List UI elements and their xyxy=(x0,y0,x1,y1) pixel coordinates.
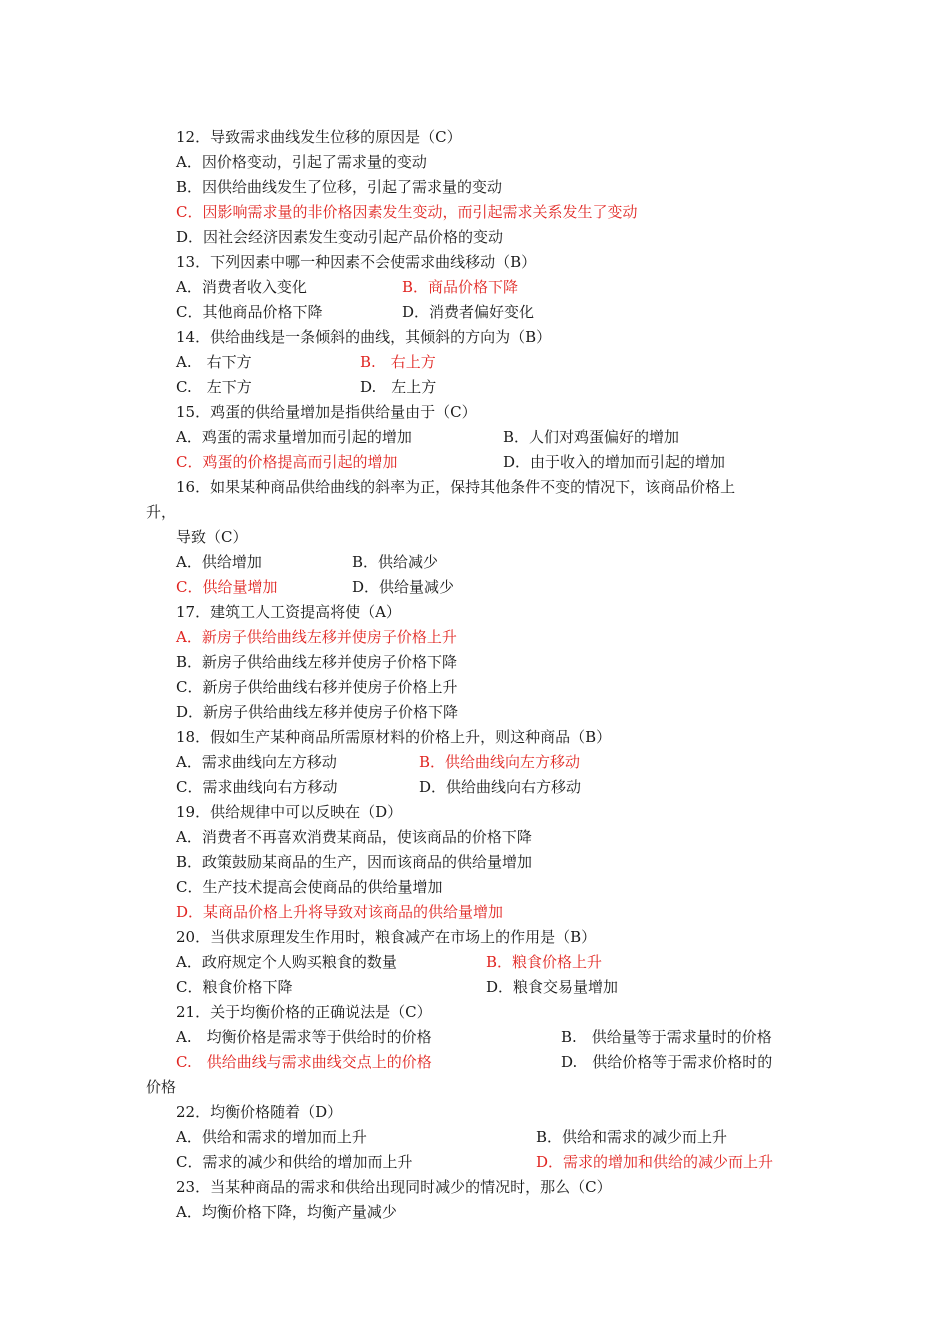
option-19-b: B．政策鼓励某商品的生产，因而该商品的供给量增加 xyxy=(176,853,533,871)
option-17-a-answer: A．新房子供给曲线左移并使房子价格上升 xyxy=(176,628,457,646)
option-12-b: B．因供给曲线发生了位移，引起了需求量的变动 xyxy=(176,178,503,196)
option-21-c-answer: C. 供给曲线与需求曲线交点上的价格 xyxy=(176,1053,432,1071)
option-16-c-answer: C．供给量增加 xyxy=(176,578,278,596)
option-12-a: A．因价格变动，引起了需求量的变动 xyxy=(176,153,427,171)
question-13: 13．下列因素中哪一种因素不会使需求曲线移动（B） xyxy=(176,253,537,271)
option-16-a: A．供给增加 xyxy=(176,553,262,571)
option-17-d: D．新房子供给曲线左移并使房子价格下降 xyxy=(176,703,459,721)
question-22: 22．均衡价格随着（D） xyxy=(176,1103,343,1121)
question-23: 23．当某种商品的需求和供给出现同时减少的情况时，那么（C） xyxy=(176,1178,612,1196)
option-17-c: C．新房子供给曲线右移并使房子价格上升 xyxy=(176,678,458,696)
option-14-a: A. 右下方 xyxy=(176,353,252,371)
option-19-c: C．生产技术提高会使商品的供给量增加 xyxy=(176,878,443,896)
option-18-b-answer: B．供给曲线向左方移动 xyxy=(419,753,581,771)
question-20: 20．当供求原理发生作用时，粮食减产在市场上的作用是（B） xyxy=(176,928,597,946)
option-13-c: C．其他商品价格下降 xyxy=(176,303,323,321)
question-19: 19．供给规律中可以反映在（D） xyxy=(176,803,403,821)
option-22-c: C．需求的减少和供给的增加而上升 xyxy=(176,1153,413,1171)
question-21: 21．关于均衡价格的正确说法是（C） xyxy=(176,1003,432,1021)
question-12: 12．导致需求曲线发生位移的原因是（C） xyxy=(176,128,462,146)
option-14-c: C. 左下方 xyxy=(176,378,252,396)
option-21-d: D. 供给价格等于需求价格时的 xyxy=(561,1053,773,1071)
option-22-b: B．供给和需求的减少而上升 xyxy=(536,1128,728,1146)
question-15: 15．鸡蛋的供给量增加是指供给量由于（C） xyxy=(176,403,477,421)
option-20-c: C．粮食价格下降 xyxy=(176,978,293,996)
option-15-b: B．人们对鸡蛋偏好的增加 xyxy=(503,428,680,446)
option-22-a: A．供给和需求的增加而上升 xyxy=(176,1128,367,1146)
option-14-d: D. 左上方 xyxy=(360,378,437,396)
question-17: 17．建筑工人工资提高将使（A） xyxy=(176,603,401,621)
option-20-b-answer: B．粮食价格上升 xyxy=(486,953,603,971)
option-18-d: D．供给曲线向右方移动 xyxy=(419,778,582,796)
option-15-d: D．由于收入的增加而引起的增加 xyxy=(503,453,726,471)
option-22-d-answer: D．需求的增加和供给的减少而上升 xyxy=(536,1153,774,1171)
option-18-a: A．需求曲线向左方移动 xyxy=(176,753,337,771)
option-15-a: A．鸡蛋的需求量增加而引起的增加 xyxy=(176,428,412,446)
option-16-d: D．供给量减少 xyxy=(352,578,455,596)
option-14-b-answer: B. 右上方 xyxy=(360,353,436,371)
question-16-wrap: 升， xyxy=(146,503,177,521)
option-12-c-answer: C．因影响需求量的非价格因素发生变动，而引起需求关系发生了变动 xyxy=(176,203,638,221)
option-21-b: B. 供给量等于需求量时的价格 xyxy=(561,1028,772,1046)
option-15-c-answer: C．鸡蛋的价格提高而引起的增加 xyxy=(176,453,398,471)
option-16-b: B．供给减少 xyxy=(352,553,439,571)
option-12-d: D．因社会经济因素发生变动引起产品价格的变动 xyxy=(176,228,504,246)
option-23-a: A．均衡价格下降，均衡产量减少 xyxy=(176,1203,397,1221)
option-13-d: D．消费者偏好变化 xyxy=(402,303,535,321)
question-14: 14．供给曲线是一条倾斜的曲线，其倾斜的方向为（B） xyxy=(176,328,552,346)
option-20-a: A．政府规定个人购买粮食的数量 xyxy=(176,953,397,971)
option-13-a: A．消费者收入变化 xyxy=(176,278,307,296)
option-19-a: A．消费者不再喜欢消费某商品，使该商品的价格下降 xyxy=(176,828,532,846)
question-16: 16．如果某种商品供给曲线的斜率为正，保持其他条件不变的情况下，该商品价格上 xyxy=(176,478,736,496)
option-19-d-answer: D．某商品价格上升将导致对该商品的供给量增加 xyxy=(176,903,504,921)
question-16-cont: 导致（C） xyxy=(176,528,248,546)
option-21-d-wrap: 价格 xyxy=(146,1078,177,1096)
option-21-a: A. 均衡价格是需求等于供给时的价格 xyxy=(176,1028,432,1046)
option-20-d: D．粮食交易量增加 xyxy=(486,978,619,996)
option-17-b: B．新房子供给曲线左移并使房子价格下降 xyxy=(176,653,458,671)
option-13-b-answer: B．商品价格下降 xyxy=(402,278,519,296)
option-18-c: C．需求曲线向右方移动 xyxy=(176,778,338,796)
question-18: 18．假如生产某种商品所需原材料的价格上升，则这种商品（B） xyxy=(176,728,612,746)
